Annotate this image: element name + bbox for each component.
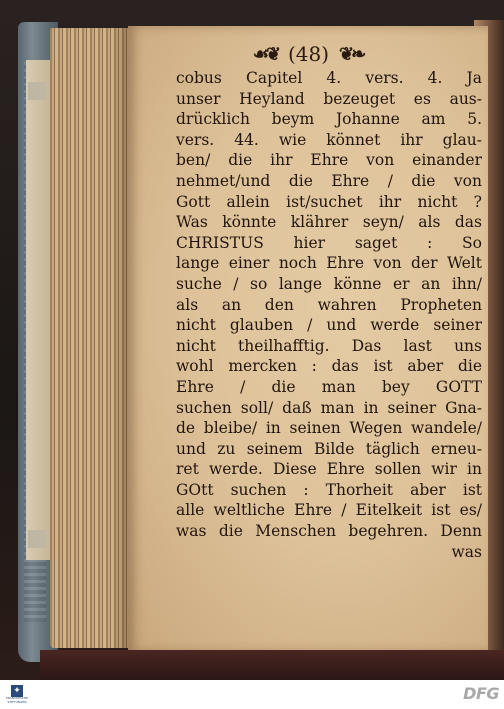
text-line: suche / so lange könne er an ihn/ xyxy=(176,274,482,293)
franckesche-stiftungen-logo[interactable] xyxy=(3,681,31,708)
text-line: alle weltliche Ehre / Eitelkeit ist es/ xyxy=(176,501,482,520)
text-line: nehmet/und die Ehre / die von xyxy=(176,171,482,190)
text-line: ben/ die ihr Ehre von einander xyxy=(176,151,482,170)
flyleaf-mark xyxy=(28,530,46,548)
dfg-logo[interactable]: DFG xyxy=(463,684,499,703)
text-line: und zu seinem Bilde täglich erneu- xyxy=(176,439,482,458)
text-line: drücklich beym Johanne am 5. xyxy=(176,110,482,129)
text-line: Ehre / die man bey GOTT xyxy=(176,377,482,396)
text-line: de bleibe/ in seinen Wegen wandele/ xyxy=(176,419,482,438)
text-line: ret werde. Diese Ehre sollen wir in xyxy=(176,460,482,479)
text-line: als an den wahren Propheten xyxy=(176,295,482,314)
ornament-left-icon: ☙❦ xyxy=(252,43,278,65)
page-number: (48) xyxy=(287,42,330,66)
page-text xyxy=(176,68,482,562)
viewer-footer xyxy=(0,680,504,709)
text-line: suchen soll/ daß man in seiner Gna- xyxy=(176,398,482,417)
book-bottom-edge xyxy=(40,650,504,680)
text-line: cobus Capitel 4. vers. 4. Ja xyxy=(176,69,482,87)
text-line: wohl mercken : das ist aber die xyxy=(176,357,482,376)
logo-text-line: STIFTUNGEN xyxy=(7,699,27,704)
page-header xyxy=(128,42,488,66)
text-line: nicht glauben / und werde seiner xyxy=(176,316,482,335)
text-line: was die Menschen begehren. Denn xyxy=(176,522,482,541)
page-stack xyxy=(50,28,130,648)
flyleaf-mark xyxy=(28,82,46,100)
text-line: CHRISTUS hier saget : So xyxy=(176,233,482,252)
ornament-right-icon: ❦❧ xyxy=(339,43,364,65)
star-icon: ✦ xyxy=(11,685,23,697)
catchword: was xyxy=(451,542,482,561)
text-line: Was könnte klährer seyn/ als das xyxy=(176,213,482,232)
text-line: unser Heyland bezeuget es aus- xyxy=(176,89,482,108)
text-line: Gott allein ist/suchet ihr nicht ? xyxy=(176,192,482,211)
text-line: nicht theilhafftig. Das last uns xyxy=(176,336,482,355)
text-line: vers. 44. wie könnet ihr glau- xyxy=(176,130,482,149)
logo-text-line: FRANCKESCHE xyxy=(5,696,29,700)
text-line: GOtt suchen : Thorheit aber ist xyxy=(176,480,482,499)
text-line: lange einer noch Ehre von der Welt xyxy=(176,254,482,273)
flyleaf xyxy=(26,60,50,560)
